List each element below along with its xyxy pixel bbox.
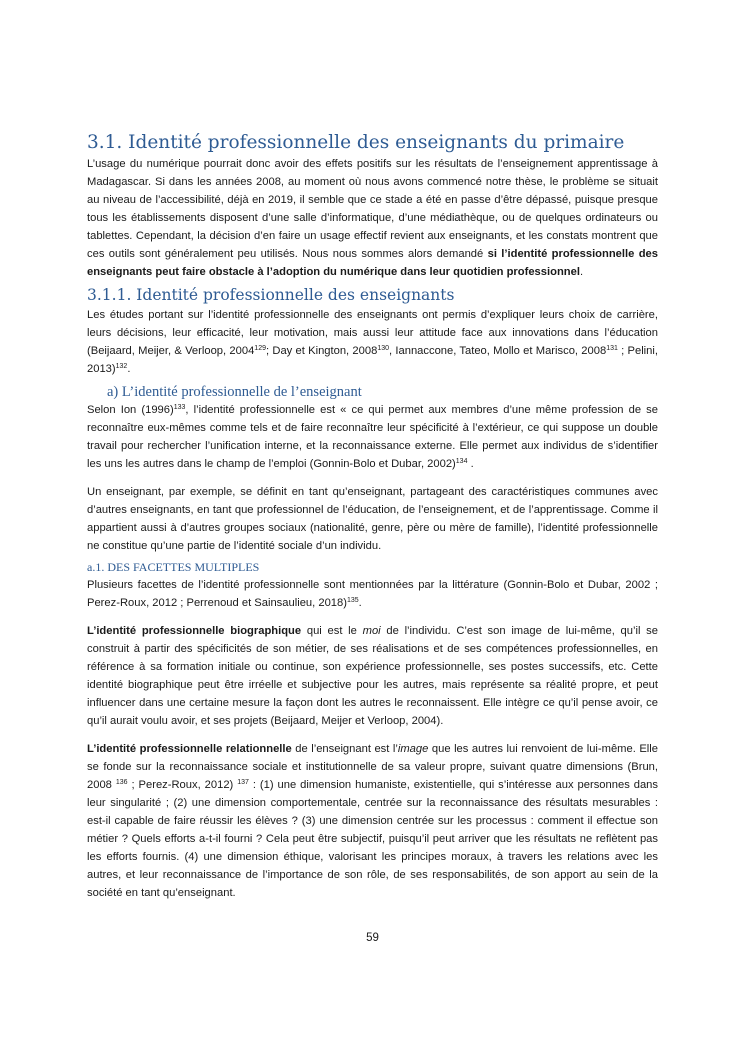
- footnote-ref[interactable]: 134: [455, 458, 468, 465]
- paragraph-facets: Plusieurs facettes de l’identité professionnelle sont mentionnées par la littérature (Gonnin-Bolo et Dubar, 2002 ; Perez-Roux, 2012 ; Perrenoud et Sainsaulieu, 2018)$^{135}$.: [87, 579, 658, 609]
- research-question: si l’identité professionnelle des enseignants peut faire obstacle à l’adoption du numérique dans leur quotidien professionnel: [87, 248, 658, 278]
- term-biographique: L’identité professionnelle biographique: [87, 625, 302, 637]
- page-number: 59: [366, 932, 379, 944]
- paragraph-relationnelle: L’identité professionnelle relationnelle de l’enseignant est l’image que les autres lui renvoient de lui-même. Elle se fonde sur la reconnaissance sociale et institutionnelle de sa valeur propre, suivant quatre dimensions (Brun, 2008 $^{136}$ ; Perez-Roux, 2012) $^{137}$ : (1) une dimension humaniste, existentielle, qui s’intéresse aux personnes dans leur singularité ; (2) une dimension comportementale, centrée sur la reconnaissance des résultats mesurables : est-il capable de faire réussir les élèves ? (3) une dimension centrée sur les processus : comment il effectue son métier ? Quels efforts a-t-il fourni ? Cela peut être subjectif, puisqu’il peut arriver que les résultats ne reflètent pas les efforts fournis. (4) une dimension éthique, valorisant les principes moraux, à travers les relations avec les autres, et leur reconnaissance de l’importance de son rôle, de ses responsabilités, de son apport au sein de la société en tant qu’enseignant.: [87, 743, 659, 899]
- paragraph-biographique: L’identité professionnelle biographique qui est le moi de l’individu. C’est son image de lui-même, qu’il se construit à partir des spécificités de son métier, de ses réalisations et de ses compétences professionnelles, en référence à sa formation initiale ou continue, son expérience professionnelle, ses postes successifs, etc. Cette identité biographique peut être irréelle et subjective pour les autres, mais représente sa réalité propre, et peut influencer dans une certaine mesure la façon dont les autres le reconnaissent. Elle intègre ce qu’il pense avoir, ce qu’il aurait voulu avoir, et ses projets (Beijaard, Meijer et Verloop, 2004).: [87, 625, 659, 727]
- footnote-ref[interactable]: 130: [377, 345, 390, 352]
- document-page: [87, 132, 658, 902]
- footnote-ref[interactable]: 129: [254, 345, 266, 352]
- paragraph-example: Un enseignant, par exemple, se définit en tant qu’enseignant, partageant des caractéristiques communes avec d’autres enseignants, en tant que professionnel de l’éducation, de l’enseignement, et de l’apprentissage. Comme il appartient aussi à d’autres groupes sociaux (nationalité, genre, père ou mère de famille), l’identité professionnelle ne constitue qu’une partie de l’identité sociale d’un individu.: [87, 486, 658, 552]
- paragraph-definition: Selon Ion $(1996)^{133}$, l’identité professionnelle est « ce qui permet aux membres d’une même profession de se reconnaître eux-mêmes comme tels et de faire reconnaître leur spécificité à l’extérieur, ce qui suppose un double travail pour rechercher l’unification interne, et la reconnaissance externe. Elle permet aux individus de s’identifier les uns les autres dans le champ de l’emploi (Gonnin-Bolo et Dubar, 2002)$^{134}$ .: [87, 404, 658, 470]
- footnote-ref[interactable]: 136: [115, 779, 128, 786]
- footnote-ref[interactable]: 137: [237, 779, 249, 786]
- section-heading: 3.1. Identité professionnelle des enseignants du primaire: [87, 132, 625, 153]
- footnote-ref[interactable]: 132: [115, 363, 128, 370]
- term-relationnelle: L’identité professionnelle relationnelle: [87, 743, 292, 755]
- footnote-ref[interactable]: 135: [346, 597, 359, 604]
- subheading-a: a) L’identité professionnelle de l’enseignant: [107, 384, 362, 400]
- intro-paragraph: L’usage du numérique pourrait donc avoir des effets positifs sur les résultats de l’enseignement apprentissage à Madagascar. Si dans les années 2008, au moment où nous avons commencé notre thèse, le problème se situait au niveau de l’accessibilité, déjà en 2019, il semble que ce stade a été en passe d’être dépassé, puisque presque tous les établissements disposent d’une salle d’informatique, d’une médiathèque, ou de quelques ordinateurs ou tablettes. Cependant, la décision d’en faire un usage effectif revient aux enseignants, et les constats montrent que ces outils sont généralement peu utilisés. Nous nous sommes alors demandé si l’identité professionnelle des enseignants peut faire obstacle à l’adoption du numérique dans leur quotidien professionnel.: [87, 158, 658, 278]
- subsection-paragraph: Les études portant sur l’identité professionnelle des enseignants ont permis d’expliquer leurs choix de carrière, leurs décisions, leur efficacité, leur motivation, mais aussi leur attitude face aux innovations dans l’éducation (Beijaard, Meijer, & Verloop, 2004$^{129}$; Day et Kington, 2008$^{130}$, Iannaccone, Tateo, Mollo et Marisco, 2008$^{131}$ ; Pelini, 2013)$^{132}$.: [87, 309, 658, 375]
- footnote-ref[interactable]: 133: [173, 404, 186, 411]
- subheading-a1: a.1. DES FACETTES MULTIPLES: [87, 560, 260, 574]
- subsection-heading: 3.1.1. Identité professionnelle des enseignants: [87, 286, 455, 304]
- footnote-ref[interactable]: 131: [606, 345, 618, 352]
